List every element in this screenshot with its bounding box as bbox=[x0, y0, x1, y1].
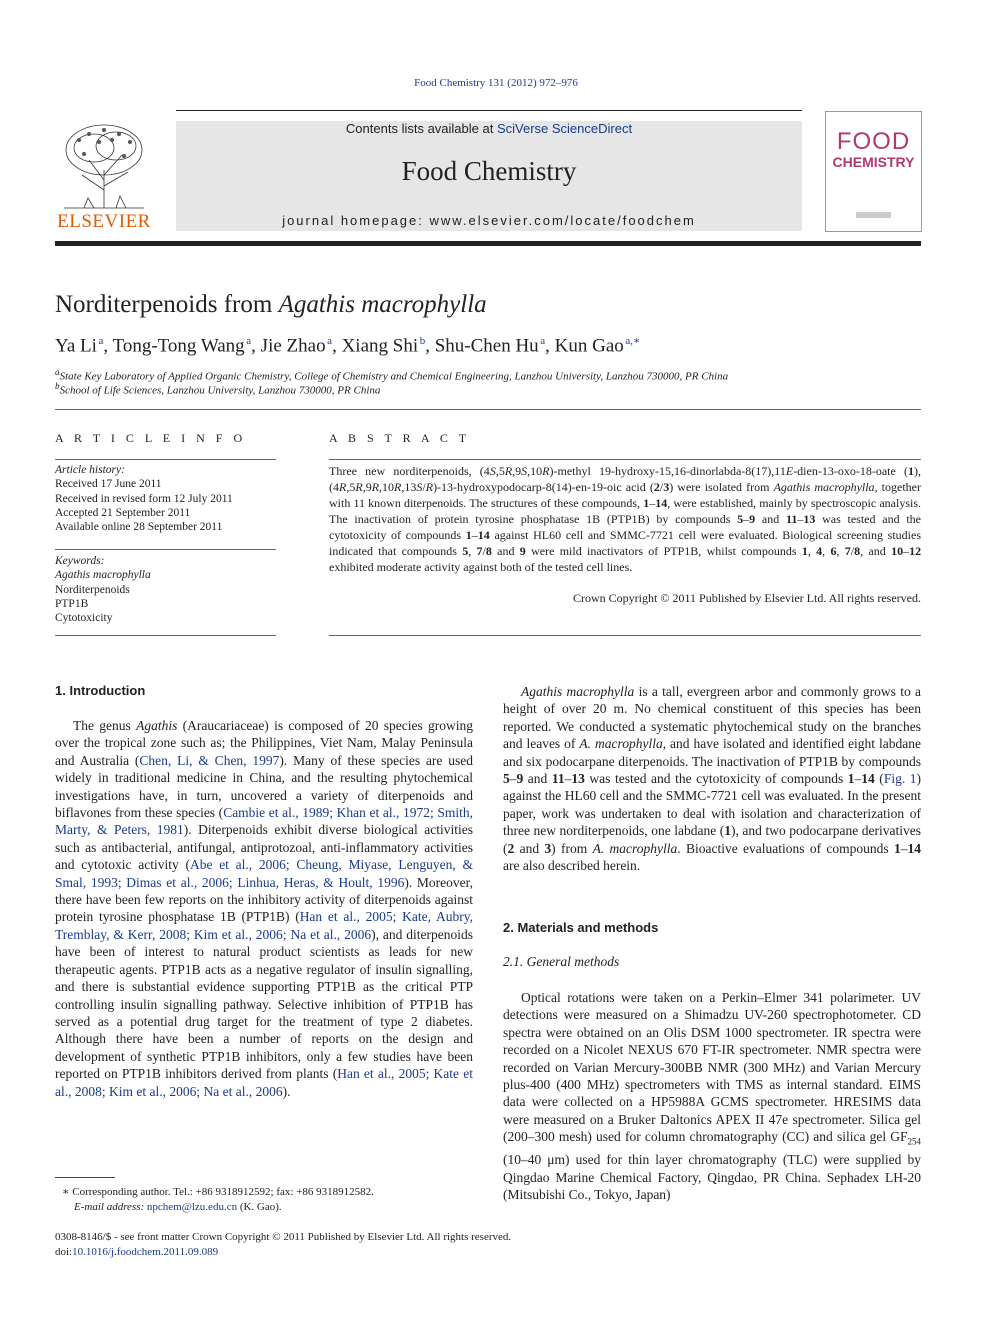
author-name: Kun Gao bbox=[554, 335, 624, 357]
abstract-body: Three new norditerpenoids, (4S,5R,9S,10R)-methyl 19-hydroxy-15,16-dinorlabda-8(17),11E-dien-13-oxo-18-oate (1), (4R,5R,9R,10R,13S/R)-13-hydroxypodocarp-8(14)-en-19-oic acid (2/3) were isolated from Agathis macrophylla, together with 11 known diterpenoids. The structures of these compounds, 1–14, were established, mainly by spectroscopic analysis. The inactivation of protein tyrosine phosphatase 1B (PTP1B) by compounds 5–9 and 11–13 was tested and the cytotoxicity of compounds 1–14 against HL60 cell and SMMC-7721 cell were evaluated. Biological screening studies indicated that compounds 5, 7/8 and 9 were mild inactivators of PTP1B, whilst compounds 1, 4, 6, 7/8, and 10–12 exhibited moderate activity against both of the tested cell lines. bbox=[329, 464, 922, 574]
materials-heading: 2. Materials and methods bbox=[503, 920, 659, 935]
general-methods-paragraph: Optical rotations were taken on a Perkin–Elmer 341 polarimeter. UV detections were measured on a Shimadzu UV-260 spectrophotometer. CD spectra were obtained on an Olis DSM 1000 spectrometer. IR spectra were recorded on a Nicolet NEXUS 670 FT-IR spectrometer. NMR spectra were recorded on Varian Mercury-300BB NMR (300 MHz) and Varian Mercury plus-400 (400 MHz) spectrometers with TMS as internal standard. EIMS data were collected on a HP5988A GCMS spectrometer. HRESIMS data were measured on a Bruker Daltonics APEX II 47e spectrometer. Silica gel (200–300 mesh) used for column chromatography (CC) and silica gel $GF_{254}$ (10–40 μm) used for thin layer chromatography (TLC) were supplied by Qingdao Marine Chemical Factory, Qingdao, PR China. Sephadex LH-20 (Mitsubishi Co., Tokyo, Japan) bbox=[503, 990, 921, 1203]
author-list: Ya Li $^a$, Tong-Tong Wang $^a$, Jie Zhao $^a$, Xiang Shi $^b$, Shu-Chen Hu $^a$, Kun Gao $^{a,∗}$ bbox=[55, 335, 641, 357]
intro-paragraph: The genus Agathis (Araucariaceae) is composed of 20 species growing over the tropical zone such as; the Philippines, Viet Nam, Malay Peninsula and Australia (Chen, Li, & Chen, 1997). Many of these species are used widely in traditional medicine in China, and the resulting phytochemical investigations have, in turn, uncovered a variety of diterpenoids and biflavones from these species (Cambie et al., 1989; Khan et al., 1972; Smith, Marty, & Peters, 1981). Diterpenoids exhibit diverse biological activities such as antibacterial, antifungal, antiprotozoal, anti-inflammatory activities and cytotoxic activity (Abe et al., 2006; Cheung, Miyase, Lenguyen, & Smal, 1993; Dimas et al., 2006; Linhua, Heras, & Hoult, 1996). Moreover, there have been few reports on the inhibitory activity of diterpenoids against protein tyrosine phosphatase 1B (PTP1B) (Han et al., 2005; Kate, Aubry, Tremblay, & Kerr, 2008; Kim et al., 2006; Na et al., 2006), and diterpenoids have been of interest to natural product scientists as leads for new therapeutic agents. PTP1B acts as a negative regulator of insulin signalling, and there is substantial evidence supporting PTP1B as the critical PTP controlling insulin signalling pathway. Selective inhibition of PTP1B has served as a potential drug target for the treatment of type 2 diabetes. Although there have been a number of reports on the design and development of synthetic PTP1B inhibitors, only a few studies have been reported on PTP1B inhibitors derived from plants (Han et al., 2005; Kate et al., 2008; Kim et al., 2006; Na et al., 2006). bbox=[55, 718, 474, 1099]
general-methods-heading: 2.1. General methods bbox=[503, 954, 620, 969]
author-affil-mark[interactable]: b bbox=[419, 335, 426, 347]
cover-food-text: FOOD bbox=[836, 128, 911, 155]
corresponding-author-note: ∗ Corresponding author. Tel.: +86 9318912592; fax: +86 9318912582. bbox=[62, 1186, 374, 1198]
header-bottom-rule bbox=[55, 241, 921, 246]
author-name: Ya Li bbox=[55, 335, 97, 357]
contents-line: Contents lists available at SciVerse ScienceDirect bbox=[345, 121, 633, 136]
abstract-bottom-rule bbox=[329, 635, 921, 636]
author-name: Shu-Chen Hu bbox=[434, 335, 539, 357]
article-info-rule bbox=[55, 459, 276, 460]
cover-publisher-mark bbox=[856, 212, 891, 218]
footnote-rule bbox=[55, 1177, 115, 1178]
abstract-label: A B S T R A C T bbox=[329, 431, 471, 445]
journal-homepage[interactable]: journal homepage: www.elsevier.com/locate/foodchem bbox=[282, 213, 696, 228]
author-name: Jie Zhao bbox=[260, 335, 326, 357]
elsevier-wordmark: ELSEVIER bbox=[57, 211, 151, 232]
email-note: E-mail address: npchem@lzu.edu.cn (K. Gao). bbox=[74, 1201, 282, 1213]
intro-paragraph-continued: Agathis macrophylla is a tall, evergreen arbor and commonly grows to a height of over 20 m. No chemical constituent of this species has been reported. We conducted a systematic phytochemical study on the branches and leaves of A. macrophylla, and have isolated and identified eight labdane and six podocarpane diterpenoids. The inactivation of PTP1B by compounds 5–9 and 11–13 was tested and the cytotoxicity of compounds 1–14 (Fig. 1) against the HL60 cell and the SMMC-7721 cell was evaluated. In the present paper, work was undertaken to deal with isolation and characterization of three new norditerpenoids, one labdane (1), and two podocarpane derivatives (2 and 3) from A. macrophylla. Bioactive evaluations of compounds 1–14 are also described herein. bbox=[503, 684, 921, 874]
journal-citation[interactable]: Food Chemistry 131 (2012) 972–976 bbox=[414, 77, 578, 89]
article-history: Article history: Received 17 June 2011 Received in revised form 12 July 2011 Accepted 21 September 2011 Available online 28 September 2011 bbox=[55, 464, 233, 534]
affiliation-a: $^a$State Key Laboratory of Applied Organic Chemistry, College of Chemistry and Chemical Engineering, Lanzhou University, Lanzhou 730000, PR China bbox=[55, 367, 729, 383]
author-affil-mark[interactable]: a bbox=[98, 335, 104, 347]
ref-link[interactable]: Cambie et al., 1989; Khan et al., 1972; Smith, Marty, & Peters, 1981 bbox=[55, 805, 473, 838]
keywords: Keywords: Agathis macrophylla Norditerpenoids PTP1B Cytotoxicity bbox=[55, 555, 151, 625]
author-name: Tong-Tong Wang bbox=[112, 335, 245, 357]
keywords-rule bbox=[55, 549, 276, 550]
ref-link[interactable]: Han et al., 2005; Kate, Aubry, Tremblay, & Kerr, 2008; Kim et al., 2006; Na et al., 2006 bbox=[55, 909, 473, 942]
abstract-copyright: Crown Copyright © 2011 Published by Elsevier Ltd. All rights reserved. bbox=[573, 591, 921, 605]
doi-link[interactable]: 10.1016/j.foodchem.2011.09.089 bbox=[72, 1246, 219, 1258]
abstract-rule bbox=[329, 459, 921, 460]
author-affil-mark[interactable]: a bbox=[246, 335, 252, 347]
journal-cover bbox=[825, 111, 922, 232]
issn-line: 0308-8146/$ - see front matter Crown Copyright © 2011 Published by Elsevier Ltd. All rights reserved. bbox=[55, 1231, 512, 1243]
cover-chemistry-text: CHEMISTRY bbox=[832, 154, 915, 170]
ref-link[interactable]: Abe et al., 2006; Cheung, Miyase, Lenguyen, & Smal, 1993; Dimas et al., 2006; Linhua, Heras, & Hoult, 1996 bbox=[55, 857, 473, 890]
journal-name: Food Chemistry bbox=[401, 156, 577, 186]
affiliation-divider bbox=[55, 409, 921, 410]
author-affil-mark[interactable]: a,∗ bbox=[625, 335, 641, 347]
sciverse-link[interactable]: SciVerse ScienceDirect bbox=[496, 121, 633, 136]
figure-link[interactable]: Fig. 1 bbox=[883, 771, 917, 787]
doi-line: doi:10.1016/j.foodchem.2011.09.089 bbox=[55, 1246, 219, 1258]
author-name: Xiang Shi bbox=[341, 335, 419, 357]
email-link[interactable]: npchem@lzu.edu.cn bbox=[146, 1201, 238, 1213]
ref-link[interactable]: Chen, Li, & Chen, 1997 bbox=[139, 752, 280, 768]
article-info-label: A R T I C L E I N F O bbox=[55, 431, 247, 445]
affiliation-b: $^b$School of Life Sciences, Lanzhou University, Lanzhou 730000, PR China bbox=[55, 381, 381, 397]
article-info-bottom-rule bbox=[55, 635, 276, 636]
ref-link[interactable]: Han et al., 2005; Kate et al., 2008; Kim et al., 2006; Na et al., 2006 bbox=[55, 1066, 473, 1099]
header-top-rule bbox=[176, 110, 802, 111]
author-affil-mark[interactable]: a bbox=[327, 335, 333, 347]
intro-heading: 1. Introduction bbox=[55, 683, 146, 698]
article-title: Norditerpenoids from Agathis macrophylla bbox=[55, 291, 487, 318]
author-affil-mark[interactable]: a bbox=[540, 335, 546, 347]
